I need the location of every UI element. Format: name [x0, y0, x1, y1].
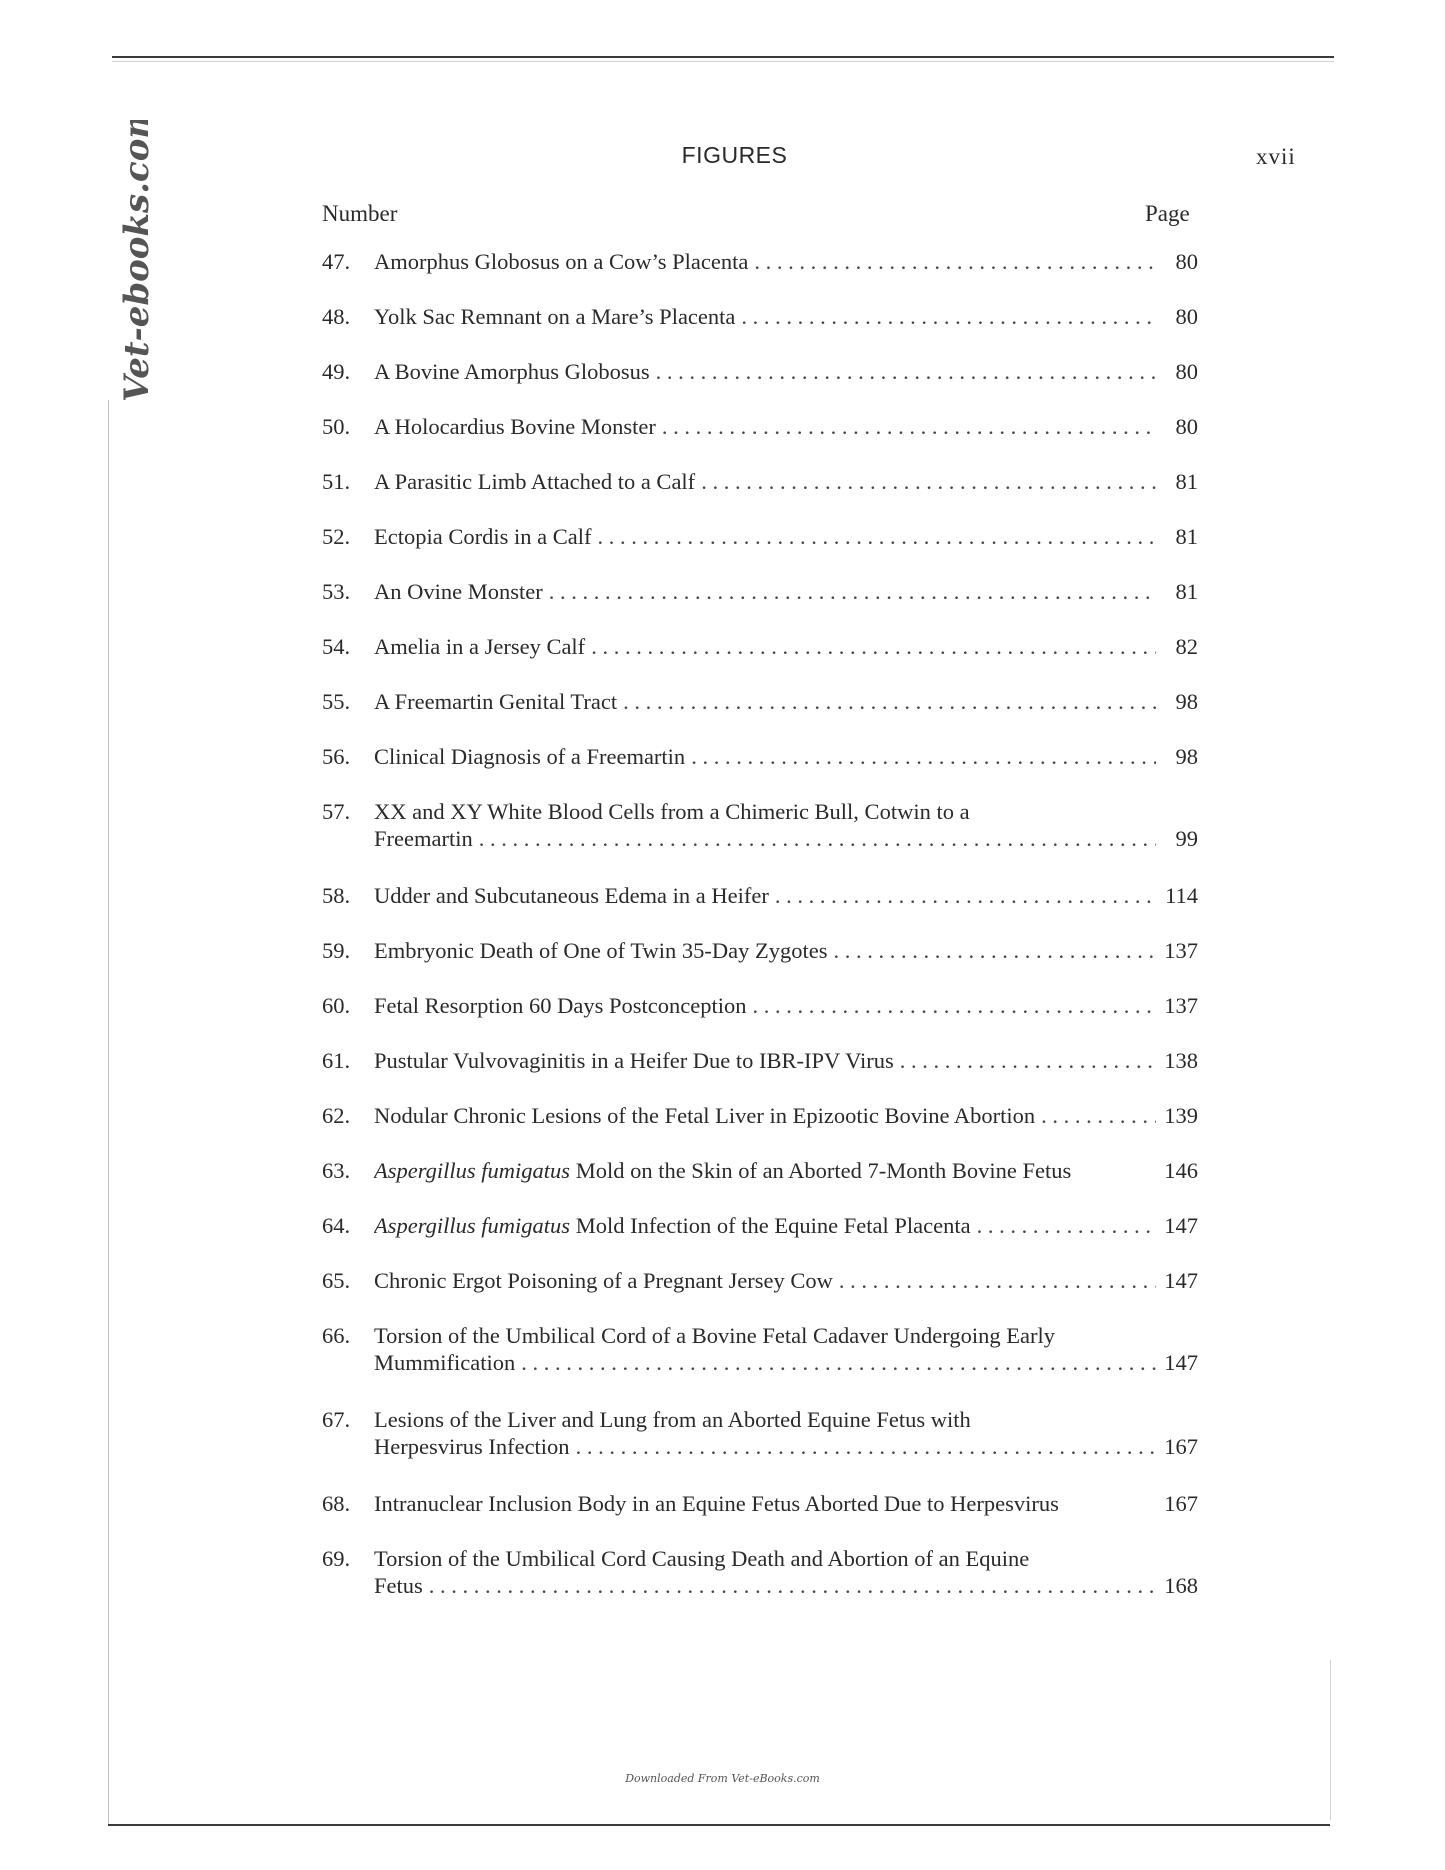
figure-page: 81: [1175, 579, 1198, 604]
figure-page: 80: [1175, 359, 1198, 384]
dot-leader: [597, 523, 1156, 550]
figure-page: 82: [1175, 634, 1198, 659]
figure-number: 55.: [322, 689, 351, 714]
dot-leader: [977, 1212, 1156, 1239]
figure-line: [374, 578, 1198, 605]
figure-number: 67.: [322, 1407, 351, 1432]
figure-page: 81: [1175, 469, 1198, 494]
figure-entry: [322, 1212, 1198, 1239]
figure-line: [374, 1102, 1198, 1129]
dot-leader: [701, 468, 1156, 495]
figure-entry: [322, 882, 1198, 909]
dot-leader: [521, 1349, 1156, 1376]
figure-entry: [322, 1267, 1198, 1294]
figure-page: 147: [1164, 1213, 1198, 1238]
figure-title: Amelia in a Jersey Calf: [374, 634, 586, 659]
figure-title: Chronic Ergot Poisoning of a Pregnant Jersey Cow: [374, 1268, 833, 1293]
figure-title: Fetal Resorption 60 Days Postconception: [374, 993, 747, 1018]
figure-entry: [322, 468, 1198, 495]
figure-title: A Freemartin Genital Tract: [374, 689, 618, 714]
dot-leader: [741, 303, 1156, 330]
dot-leader: [479, 825, 1156, 852]
figure-number: 64.: [322, 1213, 351, 1238]
scan-edge-bottom: [108, 1824, 1330, 1826]
figure-page: 138: [1164, 1048, 1198, 1073]
figure-title: A Holocardius Bovine Monster: [374, 414, 656, 439]
figure-entry: [322, 1157, 1198, 1184]
figure-page: 80: [1175, 414, 1198, 439]
figure-line: [374, 882, 1198, 909]
figure-line: [374, 1349, 1198, 1376]
figure-entry: [322, 633, 1198, 660]
dot-leader: [900, 1047, 1156, 1074]
figure-title: Embryonic Death of One of Twin 35-Day Zygotes: [374, 938, 828, 963]
figure-number: 57.: [322, 799, 351, 824]
figure-title: Intranuclear Inclusion Body in an Equine Fetus Aborted Due to Herpesvirus: [374, 1491, 1059, 1516]
figure-page: 137: [1164, 938, 1198, 963]
figure-entry: [322, 1047, 1198, 1074]
figure-page: 98: [1175, 744, 1198, 769]
figure-entry: [322, 578, 1198, 605]
figure-line: [374, 688, 1198, 715]
dot-leader: [754, 248, 1156, 275]
figure-number: 58.: [322, 883, 351, 908]
column-header-page: Page: [1145, 201, 1190, 226]
scan-edge-top-shadow: [112, 61, 1334, 62]
figure-number: 68.: [322, 1491, 351, 1516]
figure-title-line1: Lesions of the Liver and Lung from an Aborted Equine Fetus with: [374, 1407, 971, 1432]
dot-leader: [691, 743, 1156, 770]
figure-entry: [322, 303, 1198, 330]
figure-title-rest: Mold on the Skin of an Aborted 7-Month Bovine Fetus: [570, 1158, 1072, 1183]
figure-entry: [322, 798, 1198, 852]
figure-title: Nodular Chronic Lesions of the Fetal Liver in Epizootic Bovine Abortion: [374, 1103, 1036, 1128]
figure-entry: [322, 1406, 1198, 1460]
figure-entry: [322, 248, 1198, 275]
figure-number: 51.: [322, 469, 351, 494]
figure-title: Herpesvirus Infection: [374, 1434, 570, 1459]
figure-number: 59.: [322, 938, 351, 963]
dot-leader: [656, 358, 1156, 385]
figure-entry: [322, 688, 1198, 715]
figure-line: [374, 413, 1198, 440]
figure-page: 114: [1165, 883, 1198, 908]
dot-leader: [834, 937, 1156, 964]
figure-title: Udder and Subcutaneous Edema in a Heifer: [374, 883, 769, 908]
figure-number: 53.: [322, 579, 351, 604]
dot-leader: [591, 633, 1156, 660]
figure-entry: [322, 523, 1198, 550]
page-title: FIGURES: [681, 142, 788, 168]
figure-page: 98: [1175, 689, 1198, 714]
figure-number: 54.: [322, 634, 351, 659]
figure-title-line1: Torsion of the Umbilical Cord of a Bovine Fetal Cadaver Undergoing Early: [374, 1323, 1055, 1348]
figure-number: 65.: [322, 1268, 351, 1293]
figure-page: 167: [1164, 1434, 1198, 1459]
figure-line: [374, 1490, 1198, 1517]
figure-line: [374, 937, 1198, 964]
figure-line: [374, 468, 1198, 495]
figure-number: 69.: [322, 1546, 351, 1571]
figure-title: A Parasitic Limb Attached to a Calf: [374, 469, 696, 494]
figure-number: 66.: [322, 1323, 351, 1348]
figure-page: 167: [1164, 1491, 1198, 1516]
figure-entry: [322, 1545, 1198, 1599]
figure-title: Pustular Vulvovaginitis in a Heifer Due to IBR-IPV Virus: [374, 1048, 894, 1073]
figure-title: An Ovine Monster: [374, 579, 543, 604]
figure-line: [374, 1267, 1198, 1294]
dot-leader: [662, 413, 1156, 440]
figure-title: [374, 1157, 1071, 1184]
figure-title: Freemartin: [374, 826, 473, 851]
column-header-number: Number: [322, 201, 398, 226]
figure-number: 61.: [322, 1048, 351, 1073]
figure-number: 62.: [322, 1103, 351, 1128]
figure-number: 50.: [322, 414, 351, 439]
dot-leader: [623, 688, 1156, 715]
figure-number: 56.: [322, 744, 351, 769]
figure-number: 49.: [322, 359, 351, 384]
scan-edge-top: [112, 56, 1334, 58]
figure-line: [374, 1433, 1198, 1460]
figure-line: [374, 303, 1198, 330]
figure-entry: [322, 358, 1198, 385]
figure-title: Fetus: [374, 1573, 423, 1598]
figure-page: 80: [1175, 304, 1198, 329]
figure-entry: [322, 1322, 1198, 1376]
page-number: xvii: [1256, 144, 1296, 169]
dot-leader: [839, 1267, 1156, 1294]
figure-number: 48.: [322, 304, 351, 329]
figure-title-italic: Aspergillus fumigatus: [374, 1158, 571, 1183]
figure-line: [374, 743, 1198, 770]
figure-line: [374, 1047, 1198, 1074]
figure-title: Amorphus Globosus on a Cow’s Placenta: [374, 249, 749, 274]
figure-line: [374, 825, 1198, 852]
figure-title: Mummification: [374, 1350, 516, 1375]
figure-number: 47.: [322, 249, 351, 274]
figure-page: 147: [1164, 1350, 1198, 1375]
figure-page: 139: [1164, 1103, 1198, 1128]
figure-page: 99: [1175, 826, 1198, 851]
download-footer: Downloaded From Vet-eBooks.com: [625, 1772, 820, 1785]
figure-line: [374, 1212, 1198, 1239]
figure-number: 52.: [322, 524, 351, 549]
figure-entry: [322, 413, 1198, 440]
figure-title: A Bovine Amorphus Globosus: [374, 359, 650, 384]
figure-number: 63.: [322, 1158, 351, 1183]
figure-title-line1: Torsion of the Umbilical Cord Causing Death and Abortion of an Equine: [374, 1546, 1030, 1571]
figure-entry: [322, 1490, 1198, 1517]
figure-page: 80: [1175, 249, 1198, 274]
figure-entry: [322, 937, 1198, 964]
dot-leader: [549, 578, 1156, 605]
figure-line: [374, 248, 1198, 275]
watermark-text: Vet-ebooks.com: [117, 120, 157, 402]
dot-leader: [775, 882, 1156, 909]
figure-title: Yolk Sac Remnant on a Mare’s Placenta: [374, 304, 736, 329]
figure-title-italic: Aspergillus fumigatus: [374, 1213, 571, 1238]
figure-title: [374, 1212, 971, 1239]
scan-edge-right: [1330, 1660, 1331, 1820]
figure-page: 168: [1164, 1573, 1198, 1598]
figure-title-rest: Mold Infection of the Equine Fetal Placenta: [570, 1213, 971, 1238]
figure-line: [374, 523, 1198, 550]
figure-line: [374, 1157, 1198, 1184]
dot-leader: [752, 992, 1156, 1019]
figure-line: [374, 1572, 1198, 1599]
dot-leader: [576, 1433, 1156, 1460]
figure-page: 147: [1164, 1268, 1198, 1293]
dot-leader: [1041, 1102, 1156, 1129]
figure-line: [374, 992, 1198, 1019]
figure-page: 137: [1164, 993, 1198, 1018]
figure-number: 60.: [322, 993, 351, 1018]
figure-title: Clinical Diagnosis of a Freemartin: [374, 744, 686, 769]
dot-leader: [429, 1572, 1156, 1599]
figure-entry: [322, 992, 1198, 1019]
figure-page: 81: [1175, 524, 1198, 549]
figure-page: 146: [1164, 1158, 1198, 1183]
figure-entry: [322, 1102, 1198, 1129]
figure-title: Ectopia Cordis in a Calf: [374, 524, 592, 549]
scan-edge-left: [108, 400, 109, 1824]
figure-line: [374, 633, 1198, 660]
figure-entry: [322, 743, 1198, 770]
figure-line: [374, 358, 1198, 385]
figure-title-line1: XX and XY White Blood Cells from a Chimeric Bull, Cotwin to a: [374, 799, 970, 824]
